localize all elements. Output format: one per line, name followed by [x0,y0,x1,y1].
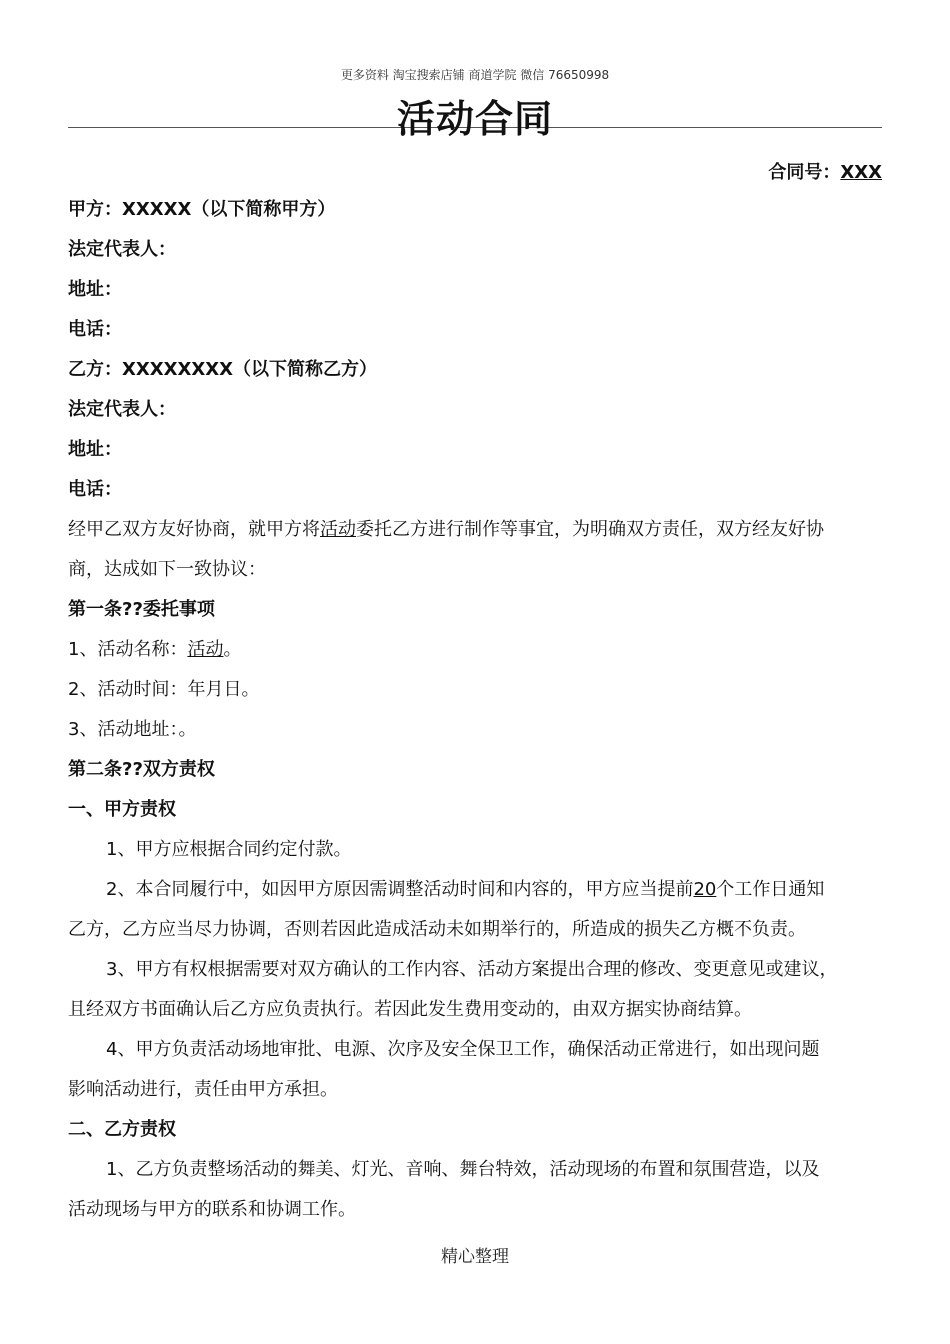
contract-number-label: 合同号： [768,162,841,183]
party-b-line: 乙方：XXXXXXXX（以下简称乙方） [68,359,378,380]
clause-b1-line-2: 活动现场与甲方的联系和协调工作。 [68,1199,356,1220]
party-a-rep: 法定代表人： [68,239,176,260]
party-b-rep: 法定代表人： [68,399,176,420]
item-1-value: 活动 [187,639,224,660]
party-b-phone: 电话： [68,479,122,500]
section-a-heading: 一、甲方责权 [68,799,176,820]
contract-body [68,190,882,1230]
clause-a1: 1、甲方应根据合同约定付款。 [106,839,352,860]
party-b-address: 地址： [68,439,122,460]
item-1-end: 。 [223,639,242,660]
page-footer: 精心整理 [441,1247,509,1267]
contract-number-value: XXX [840,162,882,183]
item-1-label: 1、活动名称： [68,639,188,660]
intro-line-2: 商，达成如下一致协议： [68,559,266,580]
article-1-heading: 第一条??委托事项 [68,599,215,620]
clause-b1-line-1: 1、乙方负责整场活动的舞美、灯光、音响、舞台特效，活动现场的布置和氛围营造，以及 [106,1159,820,1180]
section-b-heading: 二、乙方责权 [68,1119,176,1140]
page-title: 活动合同 [396,97,553,141]
intro-text-2: 委托乙方进行制作等事宜，为明确双方责任，双方经友好协 [356,519,824,540]
clause-a2-line-2: 乙方，乙方应当尽力协调，否则若因此造成活动未如期举行的，所造成的损失乙方概不负责。 [68,919,806,940]
clause-a3-line-1: 3、甲方有权根据需要对双方确认的工作内容、活动方案提出合理的修改、变更意见或建议， [106,959,838,980]
article-1-item-3: 3、活动地址：。 [68,719,197,740]
clause-a4-line-2: 影响活动进行，责任由甲方承担。 [68,1079,338,1100]
header-note: 更多资料 淘宝搜索店铺 商道学院 微信 76650998 [340,68,610,82]
article-2-heading: 第二条??双方责权 [68,759,215,780]
clause-a3-line-2: 且经双方书面确认后乙方应负责执行。若因此发生费用变动的，由双方据实协商结算。 [68,999,752,1020]
intro-text-1: 经甲乙双方友好协商，就甲方将 [68,519,320,540]
clause-a4-line-1: 4、甲方负责活动场地审批、电源、次序及安全保卫工作，确保活动正常进行，如出现问题 [106,1039,820,1060]
clause-a2-text: 2、本合同履行中，如因甲方原因需调整活动时间和内容的，甲方应当提前 [106,879,694,900]
party-a-address: 地址： [68,279,122,300]
article-1-item-1 [68,630,882,670]
intro-line-1 [68,510,882,550]
party-a-line: 甲方：XXXXX（以下简称甲方） [68,199,336,220]
article-1-item-2: 2、活动时间：年月日。 [68,679,260,700]
party-a-phone: 电话： [68,319,122,340]
clause-a2-text-end: 个工作日通知 [716,879,825,900]
clause-a2-days: 20 [693,879,717,900]
clause-a2-line-1 [68,870,882,910]
intro-activity-underlined: 活动 [320,519,356,540]
contract-number [768,158,882,184]
